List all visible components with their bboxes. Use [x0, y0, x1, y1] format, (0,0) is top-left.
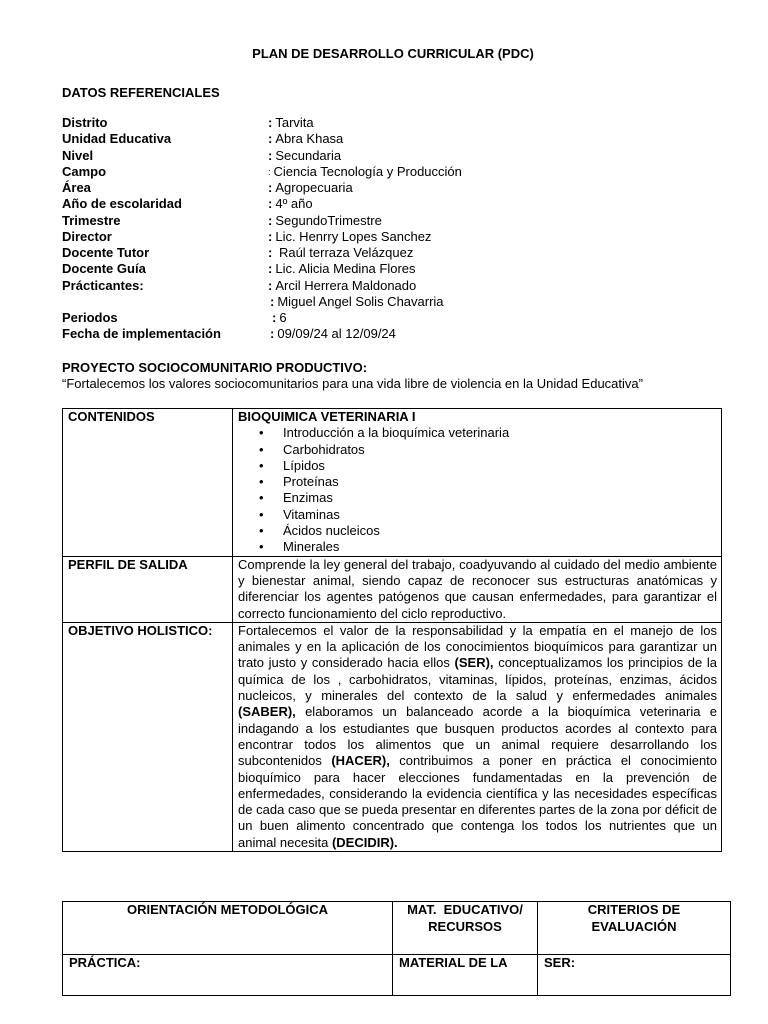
row-objetivo-holistico: [63, 622, 722, 851]
ref-colon: :: [268, 245, 273, 260]
objetivo-keyword-decidir: (DECIDIR).: [331, 834, 398, 850]
perfil-text: Comprende la ley general del trabajo, coadyuvando al cuidado del medio ambiente y bienestar animal, siendo capaz de reconocer sus estructuras anatómicas y diferenciar los agentes patógenos que causan enfermedades, para garantizar el correcto funcionamiento del ciclo reproductivo.: [233, 556, 722, 622]
header-criterios: [538, 902, 731, 955]
ref-value: 6: [279, 310, 287, 325]
list-item: • Enzimas: [283, 490, 717, 506]
section-datos-referenciales: DATOS REFERENCIALES: [62, 85, 220, 100]
ref-row-anio-escolaridad: [62, 196, 702, 212]
ref-colon: :: [270, 293, 275, 309]
cell-ser: SER:: [538, 955, 731, 996]
proyecto-title: PROYECTO SOCIOCOMUNITARIO PRODUCTIVO:: [62, 360, 368, 375]
ref-value: Ciencia Tecnología y Producción: [273, 163, 462, 179]
list-item: • Minerales: [283, 539, 717, 555]
ref-value: 4º año: [275, 196, 313, 212]
objetivo-label: OBJETIVO HOLISTICO:: [63, 622, 233, 851]
ref-row-docente-guia: [62, 261, 702, 277]
header-criterios-line1: CRITERIOS DE: [587, 902, 681, 917]
ref-label: Docente Tutor: [62, 245, 150, 260]
ref-label: Nivel: [62, 147, 94, 163]
ref-value: 09/09/24 al 12/09/24: [277, 326, 396, 342]
ref-value: Abra Khasa: [275, 131, 344, 147]
ref-value: Raúl terraza Velázquez: [275, 245, 414, 260]
ref-row-nivel: [62, 148, 702, 164]
ref-colon: :: [270, 326, 275, 342]
contenidos-title: BIOQUIMICA VETERINARIA I: [238, 409, 416, 424]
contenidos-label: CONTENIDOS: [63, 409, 233, 557]
cell-practica: PRÁCTICA:: [63, 955, 393, 996]
ref-row-trimestre: [62, 213, 702, 229]
ref-row-practicantes: [62, 278, 702, 294]
ref-colon: :: [268, 261, 273, 277]
ref-row-unidad-educativa: [62, 131, 702, 147]
ref-colon: :: [268, 131, 273, 147]
objetivo-keyword-saber: (SABER),: [238, 704, 296, 720]
ref-row-campo: [62, 164, 702, 180]
objetivo-text-part: elaboramos un balanceado acorde a la bioquímica veterinaria e indagando a los estudiantes que busquen productos acordes al contexto para encontrar todos los alimentos que un animal requiere desarrollando los subcontenidos: [238, 704, 717, 769]
objetivo-text-part: Fortalecemos el valor de la responsabilidad y la empatía en el manejo de los animales y en la aplicación de los conocimientos bioquímicos para garantizar un trato justo y considerado hacia ellos: [238, 622, 717, 671]
ref-colon: :: [268, 180, 273, 195]
contenidos-list: [238, 425, 717, 555]
ref-label: Docente Guía: [62, 261, 146, 277]
ref-row-practicantes-2: [62, 294, 702, 310]
objetivo-text: [233, 622, 722, 851]
ref-value: Agropecuaria: [275, 180, 353, 195]
datos-referenciales-list: [62, 115, 702, 343]
ref-colon: :: [272, 310, 277, 325]
list-item: • Vitaminas: [283, 507, 717, 523]
ref-label: [62, 294, 268, 310]
ref-value: Lic. Henrry Lopes Sanchez: [275, 228, 432, 244]
list-item: • Lípidos: [283, 458, 717, 474]
ref-row-director: [62, 229, 702, 245]
ref-label: Área: [62, 180, 91, 195]
ref-colon: :: [268, 147, 273, 163]
header-material-line1: MAT. EDUCATIVO/: [407, 902, 523, 917]
row-perfil-salida: [63, 556, 722, 622]
ref-row-fecha-implementacion: [62, 326, 702, 342]
ref-label: Director: [62, 228, 112, 244]
ref-value: SegundoTrimestre: [275, 212, 382, 228]
ref-value: Tarvita: [275, 115, 314, 130]
list-item: • Introducción a la bioquímica veterinaria: [283, 425, 717, 441]
contenidos-table: [62, 408, 722, 852]
ref-colon: :: [268, 166, 271, 177]
objetivo-text-part: conceptualizamos los principios de la química de los , carbohidratos, vitaminas, lípidos, proteínas, enzimas, ácidos nucleicos, y minerales del contexto de la salud y enfermedades animales: [238, 655, 717, 704]
table-row: [63, 955, 731, 996]
ref-row-docente-tutor: [62, 245, 702, 261]
ref-row-area: [62, 180, 702, 196]
ref-label: Trimestre: [62, 212, 121, 228]
header-material: [393, 902, 538, 955]
objetivo-keyword-hacer: (HACER),: [331, 753, 390, 769]
ref-value: Miguel Angel Solis Chavarria: [277, 293, 444, 309]
ref-label: Periodos: [62, 310, 118, 325]
ref-label: Distrito: [62, 115, 108, 130]
ref-label: Campo: [62, 163, 107, 179]
ref-colon: :: [268, 196, 273, 212]
objetivo-keyword-ser: (SER),: [454, 655, 494, 671]
document-title: PLAN DE DESARROLLO CURRICULAR (PDC): [252, 46, 534, 61]
cell-material: MATERIAL DE LA: [393, 955, 538, 996]
contenidos-cell: [233, 409, 722, 557]
ref-value: Lic. Alicia Medina Flores: [275, 261, 416, 277]
list-item: • Proteínas: [283, 474, 717, 490]
ref-label: Año de escolaridad: [62, 196, 182, 212]
ref-colon: :: [268, 277, 273, 293]
perfil-label: PERFIL DE SALIDA: [63, 556, 233, 622]
row-contenidos: [63, 409, 722, 557]
list-item: • Carbohidratos: [283, 442, 717, 458]
header-material-line2: RECURSOS: [428, 918, 502, 934]
list-item: • Ácidos nucleicos: [283, 523, 717, 539]
ref-value: Secundaria: [275, 147, 342, 163]
ref-colon: :: [268, 115, 273, 130]
ref-label: Prácticantes:: [62, 277, 144, 293]
ref-colon: :: [268, 212, 273, 228]
orientacion-table: [62, 901, 731, 996]
ref-label: Fecha de implementación: [62, 326, 221, 342]
ref-value: Arcil Herrera Maldonado: [275, 277, 417, 293]
header-orientacion: ORIENTACIÓN METODOLÓGICA: [63, 902, 393, 955]
ref-row-distrito: [62, 115, 702, 131]
ref-label: Unidad Educativa: [62, 131, 172, 147]
ref-colon: :: [268, 228, 273, 244]
header-criterios-line2: EVALUACIÓN: [591, 918, 677, 934]
orientacion-header-row: [63, 902, 731, 955]
proyecto-text: “Fortalecemos los valores sociocomunitarios para una vida libre de violencia en la Unidad Educativa”: [62, 376, 643, 391]
ref-row-periodos: [62, 310, 702, 326]
objetivo-text-part: contribuimos a poner en práctica el conocimiento bioquímico para hacer elecciones fundamentadas en la prevención de enfermedades, considerando la evidencia científica y las necesidades específicas de cada caso que se pueda presentar en diferentes partes de la zona por déficit de un buen alimento concentrado que contenga los todos los nutrientes que un animal necesita: [238, 753, 718, 850]
